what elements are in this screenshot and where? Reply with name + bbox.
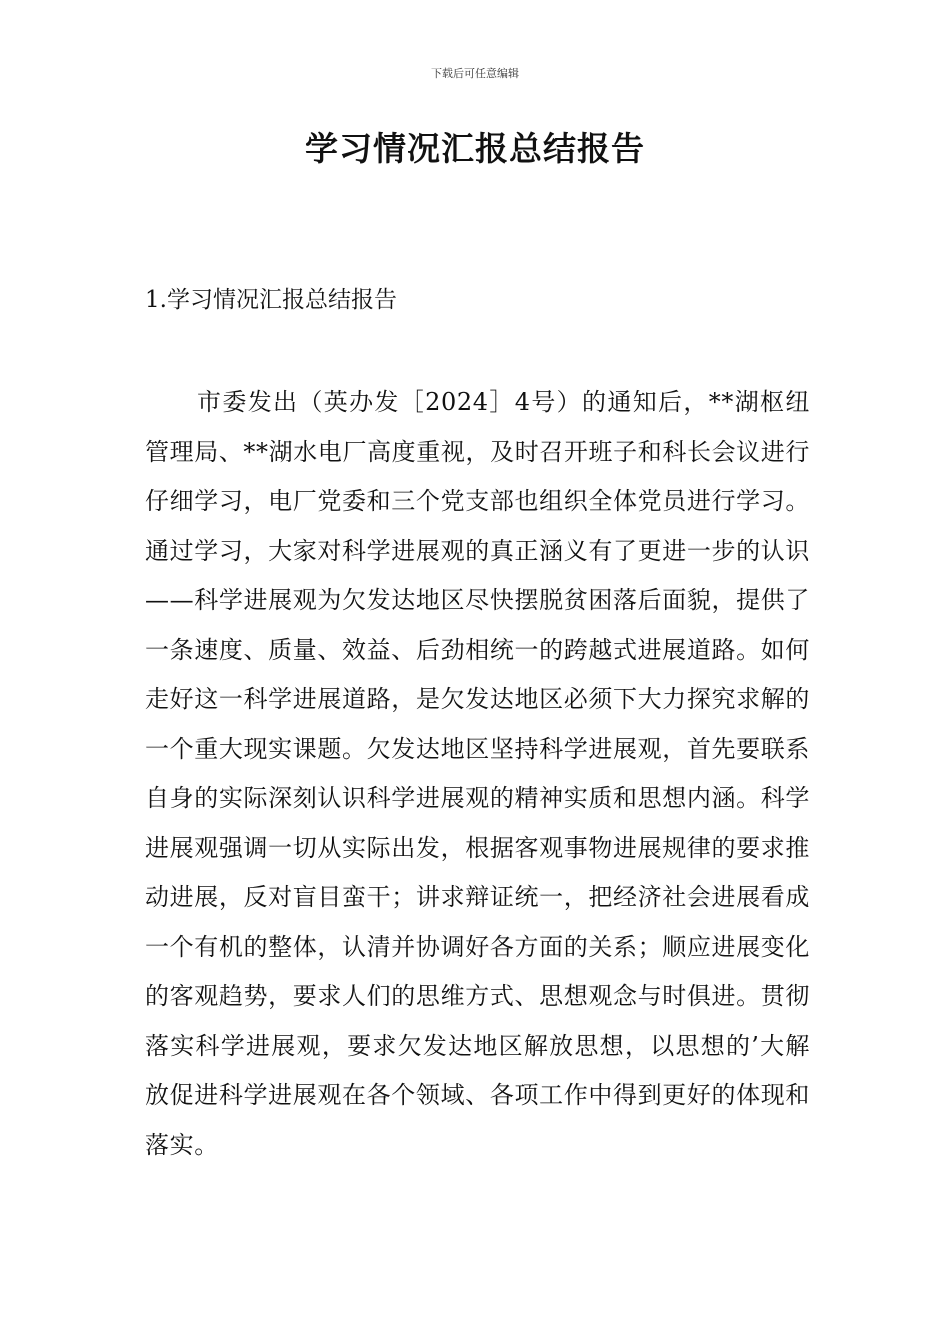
body-paragraph: 市委发出（英办发［2024］4号）的通知后，**湖枢纽管理局、**湖水电厂高度重视，及时召开班子和科长会议进行仔细学习，电厂党委和三个党支部也组织全体党员进行学习。通过学习，大家对科学进展观的真正涵义有了更进一步的认识——科学进展观为欠发达地区尽快摆脱贫困落后面貌，提供了一条速度、质量、效益、后劲相统一的跨越式进展道路。如何走好这一科学进展道路，是欠发达地区必须下大力探究求解的一个重大现实课题。欠发达地区坚持科学进展观，首先要联系自身的实际深刻认识科学进展观的精神实质和思想内涵。科学进展观强调一切从实际出发，根据客观事物进展规律的要求推动进展，反对盲目蛮干；讲求辩证统一，把经济社会进展看成一个有机的整体，认清并协调好各方面的关系；顺应进展变化的客观趋势，要求人们的思维方式、思想观念与时俱进。贯彻落实科学进展观，要求欠发达地区解放思想，以思想的’大解放促进科学进展观在各个领域、各项工作中得到更好的体现和落实。 bbox=[145, 388, 810, 1159]
section-heading: 1.学习情况汇报总结报告 bbox=[145, 287, 397, 313]
header-note: 下载后可任意编辑 bbox=[431, 67, 519, 80]
document-title: 学习情况汇报总结报告 bbox=[305, 129, 645, 168]
